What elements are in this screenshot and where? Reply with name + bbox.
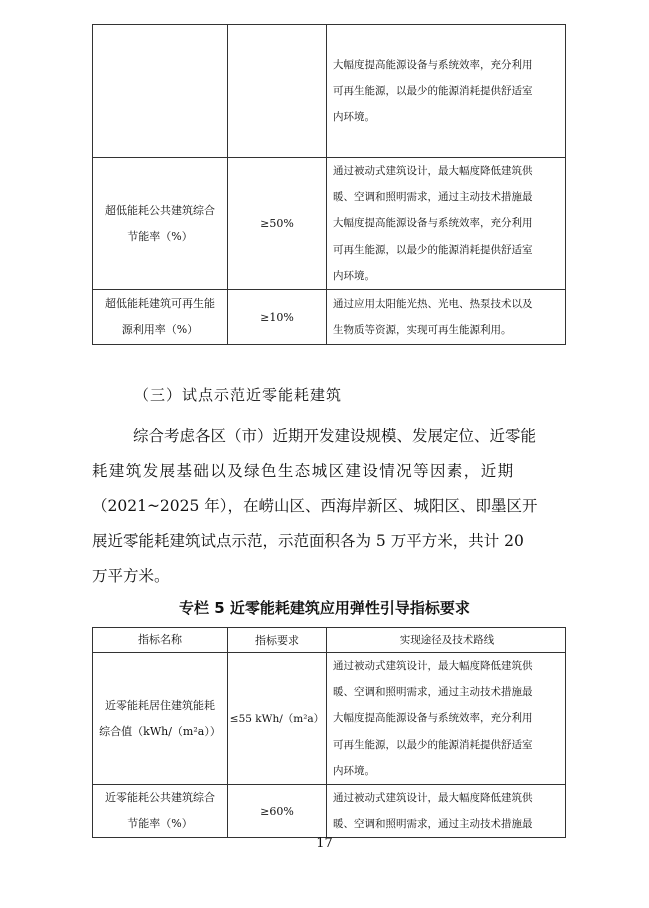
- path-line: 通过应用太阳能光热、光电、热泵技术以及: [333, 297, 533, 310]
- indicator-name-cell: [93, 25, 228, 158]
- indicator-name-cell: [93, 290, 228, 345]
- paragraph-line: 综合考虑各区（市）近期开发建设规模、发展定位、近零能: [133, 427, 537, 445]
- implementation-path-cell: [327, 158, 566, 290]
- paragraph-line: 展近零能耗建筑试点示范，示范面积各为 5 万平方米，共计 20: [92, 532, 524, 550]
- paragraph-line: 耗建筑发展基础以及绿色生态城区建设情况等因素，近期: [92, 462, 515, 480]
- path-line: 通过被动式建筑设计，最大幅度降低建筑供: [333, 660, 533, 672]
- implementation-path-cell: [327, 653, 566, 785]
- indicator-name-line: 超低能耗公共建筑综合: [105, 203, 215, 217]
- path-line: 内环境。: [333, 269, 375, 282]
- indicator-requirement-cell: ≥10%: [228, 290, 327, 345]
- path-line: 可再生能源，以最少的能源消耗提供舒适室: [333, 738, 533, 751]
- indicator-table-top: [92, 24, 566, 345]
- header-indicator-requirement: 指标要求: [228, 628, 327, 653]
- table-row: [93, 653, 566, 785]
- indicator-name-cell: [93, 785, 228, 838]
- path-line: 内环境。: [333, 764, 375, 777]
- indicator-name-cell: [93, 158, 228, 290]
- paragraph-line: （2021~2025 年），在崂山区、西海岸新区、城阳区、即墨区开: [92, 497, 538, 515]
- header-indicator-name: 指标名称: [93, 628, 228, 653]
- table-header-row: [93, 628, 566, 653]
- paragraph-line: 万平方米。: [92, 567, 170, 585]
- implementation-path-cell: [327, 785, 566, 838]
- path-line: 大幅度提高能源设备与系统效率，充分利用: [333, 58, 533, 71]
- implementation-path-cell: [327, 290, 566, 345]
- indicator-name-line: 节能率（%）: [127, 817, 193, 831]
- path-line: 大幅度提高能源设备与系统效率，充分利用: [333, 217, 533, 230]
- indicator-name-line: 超低能耗建筑可再生能: [105, 297, 215, 311]
- indicator-name-line: 节能率（%）: [127, 229, 193, 243]
- indicator-name-line: 源利用率（%）: [121, 323, 199, 337]
- path-line: 生物质等资源，实现可再生能源利用。: [333, 324, 512, 337]
- path-line: 大幅度提高能源设备与系统效率，充分利用: [333, 712, 533, 725]
- indicator-table-bottom: [92, 627, 566, 838]
- path-line: 暖、空调和照明需求，通过主动技术措施最: [333, 191, 533, 204]
- table-row: [93, 290, 566, 345]
- indicator-requirement-cell: [228, 25, 327, 158]
- page-number: 17: [316, 836, 333, 851]
- path-line: 可再生能源，以最少的能源消耗提供舒适室: [333, 84, 533, 97]
- path-line: 暖、空调和照明需求，通过主动技术措施最: [333, 818, 533, 831]
- indicator-requirement-cell: ≤55 kWh/（m²a）: [228, 653, 327, 785]
- implementation-path-cell: [327, 25, 566, 158]
- section-heading: （三）试点示范近零能耗建筑: [134, 386, 343, 404]
- path-line: 内环境。: [333, 111, 375, 124]
- box-title: 专栏 5 近零能耗建筑应用弹性引导指标要求: [179, 599, 470, 617]
- indicator-name-cell: [93, 653, 228, 785]
- path-line: 通过被动式建筑设计，最大幅度降低建筑供: [333, 792, 533, 805]
- table-row: [93, 158, 566, 290]
- table-row: [93, 785, 566, 838]
- indicator-requirement-cell: ≥60%: [228, 785, 327, 838]
- indicator-requirement-cell: ≥50%: [228, 158, 327, 290]
- path-line: 暖、空调和照明需求，通过主动技术措施最: [333, 686, 533, 699]
- indicator-name-line: 近零能耗公共建筑综合: [105, 791, 215, 805]
- indicator-name-line: 综合值（kWh/（m²a））: [99, 724, 221, 738]
- header-implementation-path: 实现途径及技术路线: [327, 628, 566, 653]
- path-line: 可再生能源，以最少的能源消耗提供舒适室: [333, 243, 533, 256]
- indicator-name-line: 近零能耗居住建筑能耗: [105, 698, 215, 712]
- table-row: [93, 25, 566, 158]
- path-line: 通过被动式建筑设计，最大幅度降低建筑供: [333, 165, 533, 177]
